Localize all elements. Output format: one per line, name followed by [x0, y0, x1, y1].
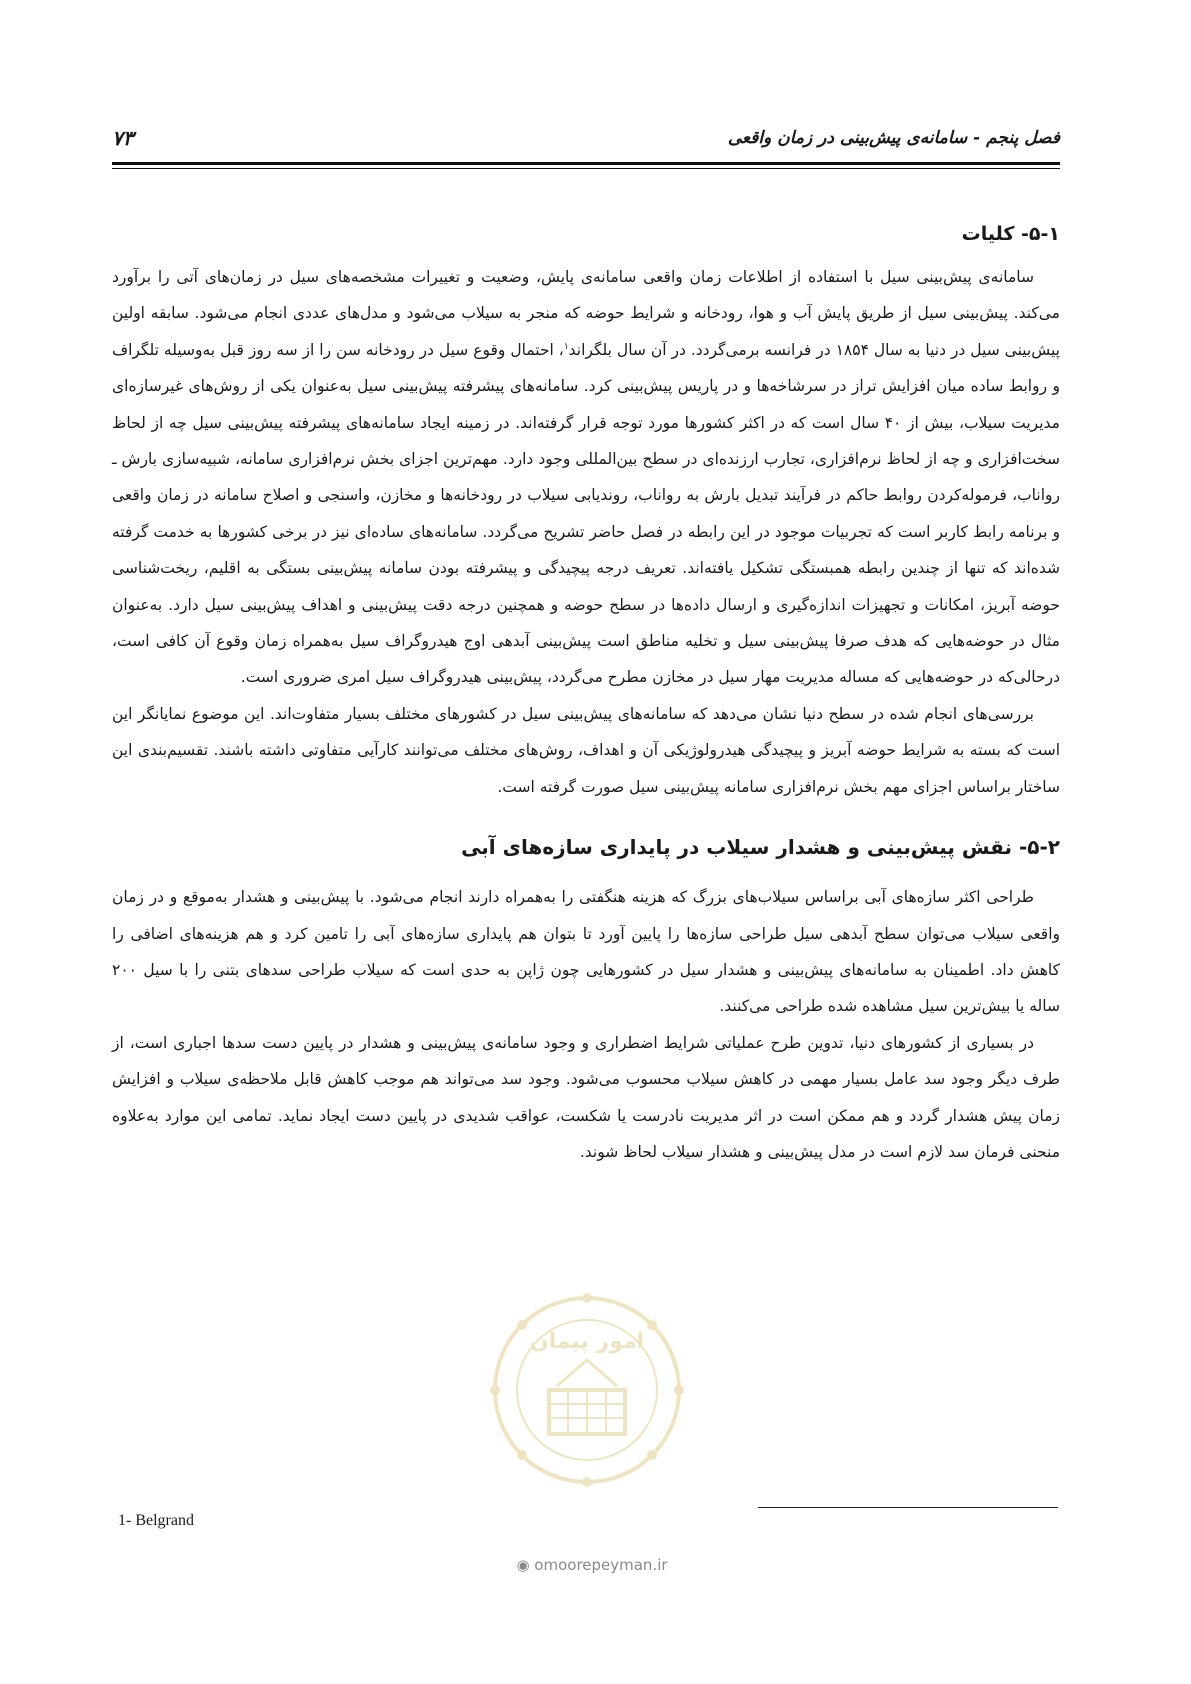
header-rule-thick	[112, 162, 1060, 165]
watermark-website: ◉ omoorepeyman.ir	[516, 1556, 668, 1574]
watermark-website-text: omoorepeyman.ir	[534, 1556, 668, 1574]
footnote-marker: ۱	[563, 341, 569, 352]
section-heading-role-of-forecasting: ۵-۲- نقش پیش‌بینی و هشدار سیلاب در پایداری سازه‌های آبی	[461, 835, 1060, 860]
watermark-seal-text: امور پیمان	[529, 1329, 645, 1354]
header-rule-thin	[112, 168, 1060, 169]
paragraph	[112, 259, 1060, 696]
running-header	[112, 126, 1060, 160]
page-number: ۷۳	[112, 126, 134, 150]
footnote-separator	[758, 1507, 1058, 1508]
body-content	[112, 214, 1060, 1170]
chapter-title: فصل پنجم - سامانه‌ی پیش‌بینی در زمان واقعی	[727, 128, 1060, 148]
paragraph-text: سامانه‌ی پیش‌بینی سیل با استفاده از اطلاعات زمان واقعی سامانه‌ی پایش، وضعیت و تغییرات مشخصه‌های سیل در زمان‌های آتی را برآورد می‌کند. پیش‌بینی سیل از طریق پایش آب و هوا، رودخانه و شرایط حوضه که منجر به سیلاب می‌شود و مدل‌های عددی انجام می‌شود. سابقه اولین پیش‌بینی سیل در دنیا به سال ۱۸۵۴ در فرانسه برمی‌گردد. در آن سال بلگراند	[112, 268, 1060, 359]
paragraph-text: ، احتمال وقوع سیل در رودخانه سن را از سه روز قبل به‌وسیله تلگراف و روابط ساده میان افزایش تراز در سرشاخه‌ها و در پاریس پیش‌بینی کرد. سامانه‌های پیشرفته پیش‌بینی سیل به‌عنوان یکی از روش‌های غیرسازه‌ای مدیریت سیلاب، بیش از ۴۰ سال است که در اکثر کشورها مورد توجه قرار گرفته‌اند. در زمینه ایجاد سامانه‌های پیشرفته پیش‌بینی سیل چه از لحاظ سخت‌افزاری و چه از لحاظ نرم‌افزاری، تجارب ارزنده‌ای در سطح بین‌المللی وجود دارد. مهم‌ترین اجزای بخش نرم‌افزاری سامانه، شبیه‌سازی بارش ـ رواناب، فرموله‌کردن روابط حاکم در فرآیند تبدیل بارش به رواناب، روندیابی سیلاب در رودخانه‌ها و مخازن، واسنجی و اصلاح سامانه در زمان واقعی و برنامه رابط کاربر است که تجربیات موجود در این رابطه در فصل حاضر تشریح می‌گردد. سامانه‌های ساده‌ای نیز در برخی کشورها به خدمت گرفته شده‌اند که تنها از چندین رابطه همبستگی تشکیل یافته‌اند. تعریف درجه پیچیدگی و پیشرفته بودن سامانه پیش‌بینی بستگی به اقلیم، ریخت‌شناسی حوضه آبریز، امکانات و تجهیزات اندازه‌گیری و ارسال داده‌ها در سطح حوضه و همچنین درجه دقت پیش‌بینی و اهداف پیش‌بینی سیل دارد. به‌عنوان مثال در حوضه‌هایی که هدف صرفا پیش‌بینی سیل و تخلیه مناطق است پیش‌بینی آبدهی اوج هیدروگراف سیل به‌همراه زمان وقوع آن کافی است، درحالی‌که در حوضه‌هایی که مساله مدیریت مهار سیل در مخازن مطرح می‌گردد، پیش‌بینی هیدروگراف سیل امری ضروری است.	[112, 340, 1060, 687]
watermark-seal	[487, 1290, 687, 1490]
paragraph: طراحی اکثر سازه‌های آبی براساس سیلاب‌های بزرگ که هزینه هنگفتی را به‌همراه دارند انجام می‌شود. با پیش‌بینی و هشدار به‌موقع و در زمان واقعی سیلاب می‌توان سطح آبدهی سیل طراحی سازه‌ها را پایین آورد تا بتوان هم پایداری سازه‌های آبی را تامین کرد و هم هزینه‌های اضافی را کاهش داد. اطمینان به سامانه‌های پیش‌بینی و هشدار سیل در کشورهایی چون ژاپن به حدی است که سیلاب طراحی سدهای بتنی را با سیل ۲۰۰ ساله یا بیش‌ترین سیل مشاهده شده طراحی می‌کنند.	[112, 888, 1060, 1016]
section-heading-general: ۵-۱- کلیات	[961, 223, 1060, 245]
paragraph: در بسیاری از کشورهای دنیا، تدوین طرح عملیاتی شرایط اضطراری و وجود سامانه‌ی پیش‌بینی و هشدار در پایین دست سدها اجباری است، از طرف دیگر وجود سد عامل بسیار مهمی در کاهش سیلاب محسوب می‌شود. وجود سد می‌تواند هم موجب کاهش قابل ملاحظه‌ی سیلاب و افزایش زمان پیش هشدار گردد و هم ممکن است در اثر مدیریت نادرست یا شکست، عواقب شدیدی در پایین دست ایجاد نماید. تمامی این موارد به‌علاوه منحنی فرمان سد لازم است در مدل پیش‌بینی و هشدار سیلاب لحاظ شوند.	[112, 1033, 1060, 1161]
footnote: 1- Belgrand	[118, 1512, 194, 1529]
paragraph: بررسی‌های انجام شده در سطح دنیا نشان می‌دهد که سامانه‌های پیش‌بینی سیل در کشورهای مختلف بسیار متفاوت‌اند. این موضوع نمایانگر این است که بسته به شرایط حوضه آبریز و پیچیدگی هیدرولوژیکی آن و اهداف، روش‌های مختلف می‌توانند کارآیی متفاوتی داشته باشند. تقسیم‌بندی این ساختار براساس اجزای مهم بخش نرم‌افزاری سامانه پیش‌بینی سیل صورت گرفته است.	[112, 704, 1060, 796]
